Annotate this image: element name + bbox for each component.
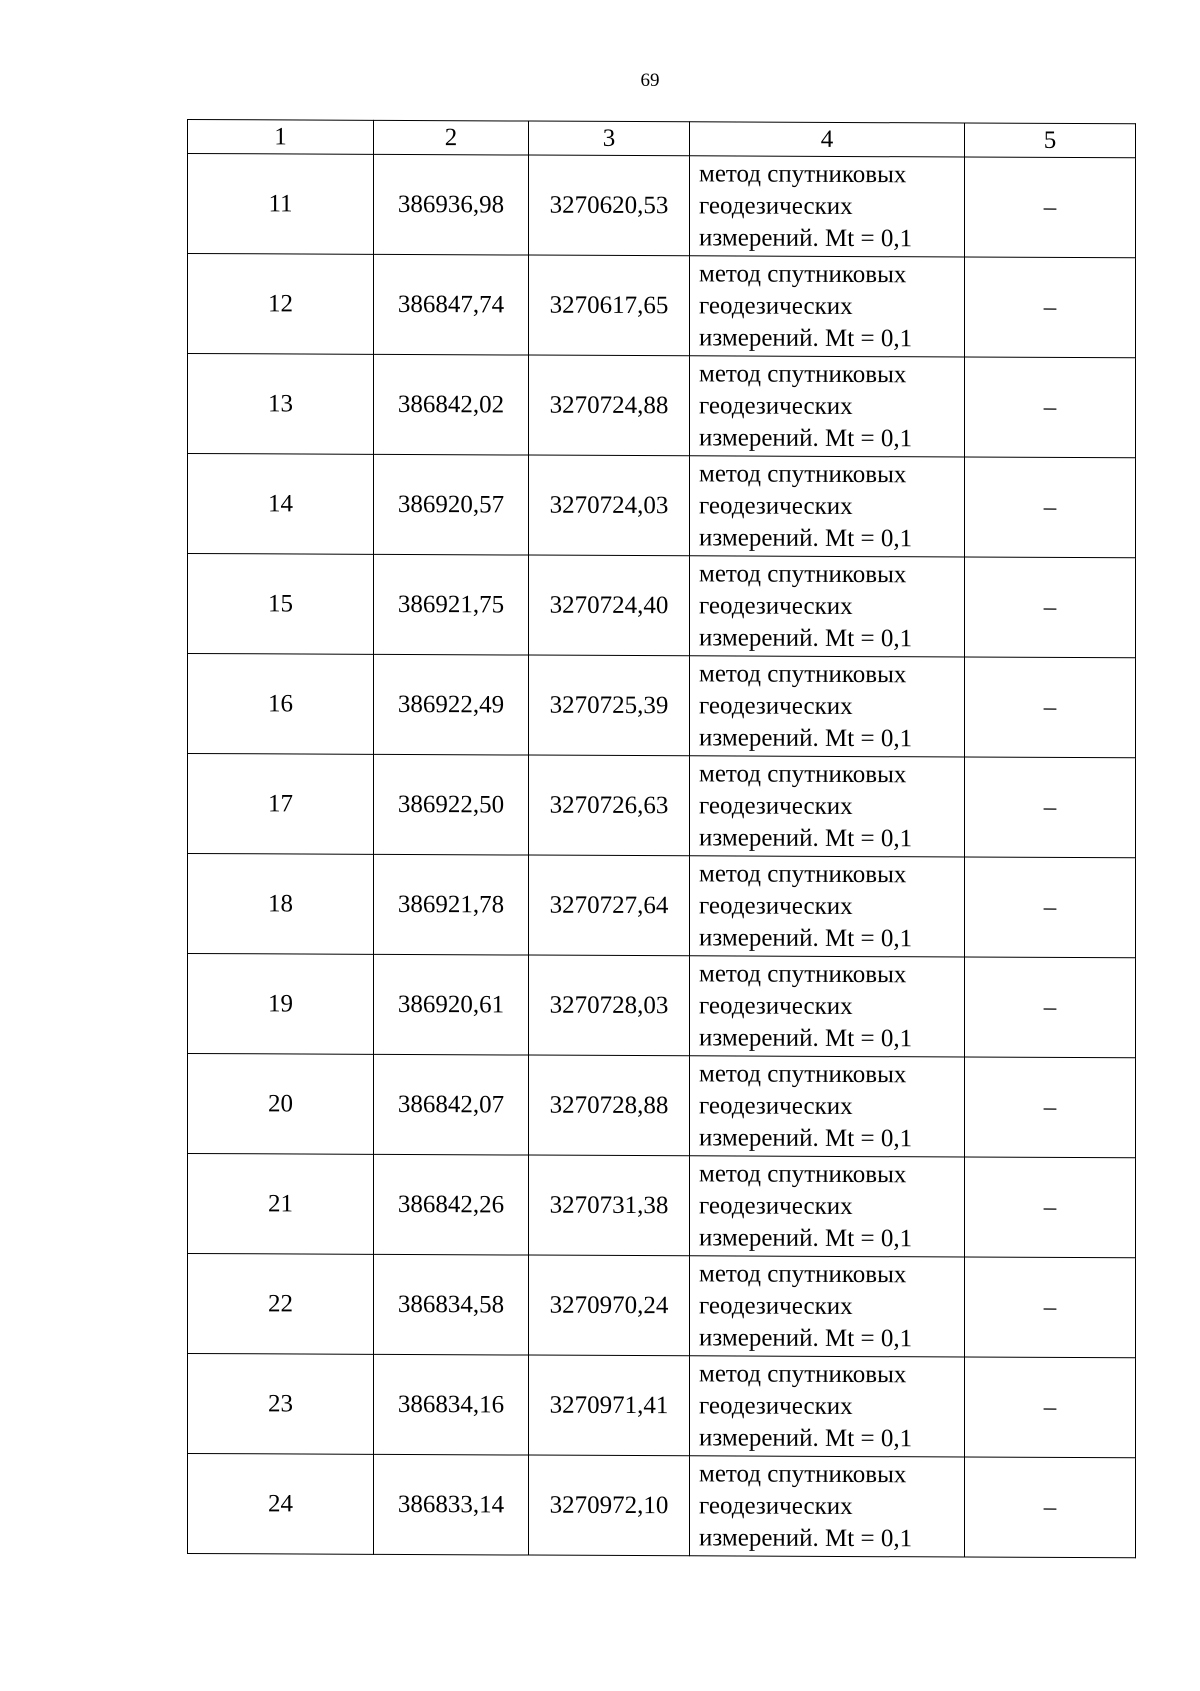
note-cell: – bbox=[965, 1257, 1136, 1358]
method-line: метод спутниковых bbox=[699, 959, 907, 988]
coordinate-x-cell: 386920,57 bbox=[374, 454, 529, 555]
point-number-cell: 23 bbox=[188, 1354, 374, 1455]
table-row bbox=[188, 1054, 1136, 1158]
coordinate-y-cell: 3270727,64 bbox=[529, 855, 690, 956]
method-line: метод спутниковых bbox=[699, 859, 907, 888]
method-line: измерений. Mt = 0,1 bbox=[699, 1323, 913, 1352]
table-row bbox=[188, 254, 1136, 358]
coordinate-x-cell: 386842,26 bbox=[374, 1154, 529, 1255]
coordinate-x-cell: 386921,78 bbox=[374, 854, 529, 955]
method-line: геодезических bbox=[699, 691, 853, 720]
table-row bbox=[188, 654, 1136, 758]
method-cell bbox=[690, 156, 965, 257]
method-line: измерений. Mt = 0,1 bbox=[699, 823, 913, 852]
point-number-cell: 21 bbox=[188, 1154, 374, 1255]
point-number-cell: 14 bbox=[188, 454, 374, 555]
method-line: геодезических bbox=[699, 1391, 853, 1420]
note-cell: – bbox=[965, 757, 1136, 858]
method-line: измерений. Mt = 0,1 bbox=[699, 1023, 913, 1052]
note-cell: – bbox=[965, 657, 1136, 758]
method-line: метод спутниковых bbox=[699, 1459, 907, 1488]
point-number-cell: 16 bbox=[188, 654, 374, 755]
method-line: метод спутниковых bbox=[699, 259, 907, 288]
method-line: измерений. Mt = 0,1 bbox=[699, 623, 913, 652]
coordinate-x-cell: 386921,75 bbox=[374, 554, 529, 655]
page-number: 69 bbox=[640, 70, 660, 91]
table-row bbox=[188, 454, 1136, 558]
coordinates-table bbox=[187, 119, 1136, 1558]
point-number-cell: 11 bbox=[188, 154, 374, 255]
method-line: метод спутниковых bbox=[699, 559, 907, 588]
coordinate-y-cell: 3270617,65 bbox=[529, 255, 690, 356]
table-row bbox=[188, 854, 1136, 958]
method-line: геодезических bbox=[699, 991, 853, 1020]
method-line: геодезических bbox=[699, 1091, 853, 1120]
method-cell bbox=[690, 1456, 965, 1557]
method-line: геодезических bbox=[699, 291, 853, 320]
coordinate-y-cell: 3270725,39 bbox=[529, 655, 690, 756]
coordinate-y-cell: 3270724,03 bbox=[529, 455, 690, 556]
method-line: геодезических bbox=[699, 1291, 853, 1320]
method-line: измерений. Mt = 0,1 bbox=[699, 1423, 913, 1452]
method-line: геодезических bbox=[699, 891, 853, 920]
note-cell: – bbox=[965, 257, 1136, 358]
method-line: метод спутниковых bbox=[699, 1059, 907, 1088]
table-row bbox=[188, 954, 1136, 1058]
column-header-2: 2 bbox=[374, 120, 529, 155]
point-number-cell: 18 bbox=[188, 854, 374, 955]
point-number-cell: 22 bbox=[188, 1254, 374, 1355]
method-line: метод спутниковых bbox=[699, 1359, 907, 1388]
table-row bbox=[188, 1454, 1136, 1558]
method-line: метод спутниковых bbox=[699, 1259, 907, 1288]
note-cell: – bbox=[965, 557, 1136, 658]
method-cell bbox=[690, 856, 965, 957]
method-line: измерений. Mt = 0,1 bbox=[699, 523, 913, 552]
coordinate-x-cell: 386920,61 bbox=[374, 954, 529, 1055]
method-line: геодезических bbox=[699, 1491, 853, 1520]
note-cell: – bbox=[965, 1157, 1136, 1258]
coordinate-x-cell: 386922,49 bbox=[374, 654, 529, 755]
column-header-1: 1 bbox=[188, 120, 374, 155]
coordinate-x-cell: 386936,98 bbox=[374, 154, 529, 255]
table-row bbox=[188, 1354, 1136, 1458]
point-number-cell: 24 bbox=[188, 1454, 374, 1555]
method-line: геодезических bbox=[699, 591, 853, 620]
coordinate-y-cell: 3270972,10 bbox=[529, 1455, 690, 1556]
coordinate-y-cell: 3270726,63 bbox=[529, 755, 690, 856]
table-row bbox=[188, 1154, 1136, 1258]
method-cell bbox=[690, 1356, 965, 1457]
note-cell: – bbox=[965, 957, 1136, 1058]
column-header-3: 3 bbox=[529, 121, 690, 156]
point-number-cell: 12 bbox=[188, 254, 374, 355]
table-row bbox=[188, 554, 1136, 658]
method-line: измерений. Mt = 0,1 bbox=[699, 1223, 913, 1252]
note-cell: – bbox=[965, 1457, 1136, 1558]
method-cell bbox=[690, 656, 965, 757]
coordinate-y-cell: 3270728,03 bbox=[529, 955, 690, 1056]
point-number-cell: 15 bbox=[188, 554, 374, 655]
table-row bbox=[188, 154, 1136, 258]
method-cell bbox=[690, 256, 965, 357]
method-cell bbox=[690, 456, 965, 557]
method-line: измерений. Mt = 0,1 bbox=[699, 1523, 913, 1552]
coordinate-x-cell: 386842,02 bbox=[374, 354, 529, 455]
table-row bbox=[188, 1254, 1136, 1358]
method-cell bbox=[690, 956, 965, 1057]
table-row bbox=[188, 354, 1136, 458]
method-line: измерений. Mt = 0,1 bbox=[699, 323, 913, 352]
coordinate-x-cell: 386842,07 bbox=[374, 1054, 529, 1155]
coordinate-y-cell: 3270724,88 bbox=[529, 355, 690, 456]
method-cell bbox=[690, 1156, 965, 1257]
method-line: геодезических bbox=[699, 791, 853, 820]
column-header-5: 5 bbox=[965, 123, 1136, 158]
note-cell: – bbox=[965, 457, 1136, 558]
coordinate-y-cell: 3270620,53 bbox=[529, 155, 690, 256]
coordinate-y-cell: 3270728,88 bbox=[529, 1055, 690, 1156]
coordinate-x-cell: 386833,14 bbox=[374, 1454, 529, 1555]
note-cell: – bbox=[965, 157, 1136, 258]
coordinate-y-cell: 3270731,38 bbox=[529, 1155, 690, 1256]
method-line: геодезических bbox=[699, 191, 853, 220]
method-cell bbox=[690, 356, 965, 457]
method-cell bbox=[690, 556, 965, 657]
table-header-row bbox=[188, 120, 1136, 158]
table-row bbox=[188, 754, 1136, 858]
coordinate-x-cell: 386834,58 bbox=[374, 1254, 529, 1355]
table-body bbox=[188, 154, 1136, 1558]
coordinate-y-cell: 3270724,40 bbox=[529, 555, 690, 656]
coordinate-x-cell: 386847,74 bbox=[374, 254, 529, 355]
point-number-cell: 17 bbox=[188, 754, 374, 855]
method-line: метод спутниковых bbox=[699, 159, 907, 188]
method-line: измерений. Mt = 0,1 bbox=[699, 423, 913, 452]
method-line: геодезических bbox=[699, 391, 853, 420]
point-number-cell: 20 bbox=[188, 1054, 374, 1155]
column-header-4: 4 bbox=[690, 122, 965, 157]
method-line: метод спутниковых bbox=[699, 659, 907, 688]
method-line: метод спутниковых bbox=[699, 459, 907, 488]
method-line: измерений. Mt = 0,1 bbox=[699, 223, 913, 252]
method-line: измерений. Mt = 0,1 bbox=[699, 1123, 913, 1152]
method-cell bbox=[690, 756, 965, 857]
coordinate-y-cell: 3270970,24 bbox=[529, 1255, 690, 1356]
note-cell: – bbox=[965, 1057, 1136, 1158]
coordinate-y-cell: 3270971,41 bbox=[529, 1355, 690, 1456]
note-cell: – bbox=[965, 857, 1136, 958]
method-line: метод спутниковых bbox=[699, 1159, 907, 1188]
method-line: измерений. Mt = 0,1 bbox=[699, 923, 913, 952]
coordinate-x-cell: 386834,16 bbox=[374, 1354, 529, 1455]
method-line: метод спутниковых bbox=[699, 359, 907, 388]
method-cell bbox=[690, 1056, 965, 1157]
method-line: измерений. Mt = 0,1 bbox=[699, 723, 913, 752]
point-number-cell: 13 bbox=[188, 354, 374, 455]
method-line: геодезических bbox=[699, 491, 853, 520]
method-cell bbox=[690, 1256, 965, 1357]
method-line: метод спутниковых bbox=[699, 759, 907, 788]
point-number-cell: 19 bbox=[188, 954, 374, 1055]
note-cell: – bbox=[965, 1357, 1136, 1458]
coordinate-x-cell: 386922,50 bbox=[374, 754, 529, 855]
note-cell: – bbox=[965, 357, 1136, 458]
method-line: геодезических bbox=[699, 1191, 853, 1220]
